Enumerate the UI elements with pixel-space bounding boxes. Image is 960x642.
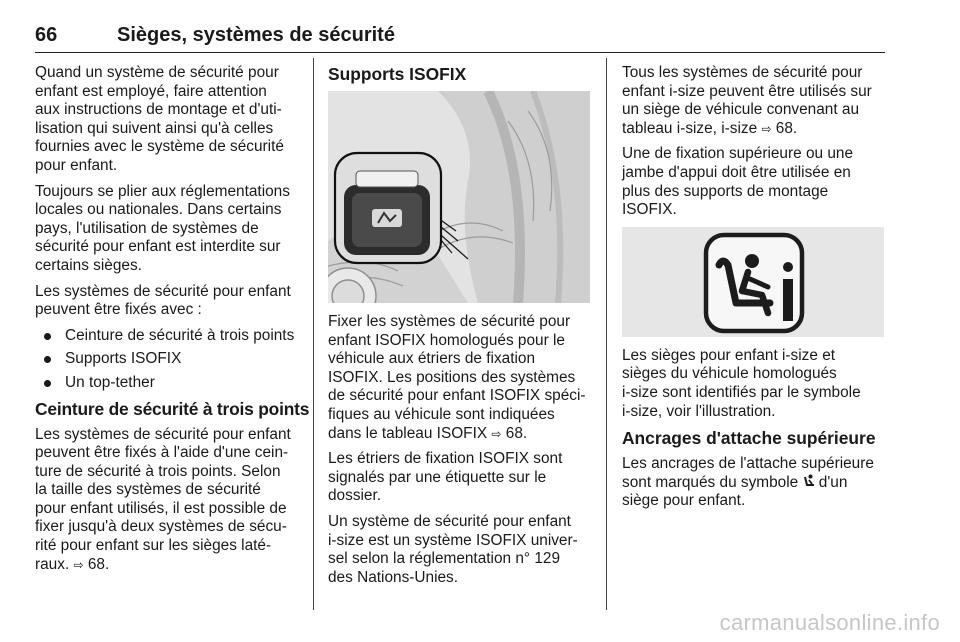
column-divider xyxy=(606,58,607,610)
bullet-list xyxy=(35,327,300,393)
section-heading: Supports ISOFIX xyxy=(328,64,467,84)
paragraph: Un système de sécurité pour enfant i-size est un système ISOFIX univer- sel selon la réglementation n° 129 des Nations-Unies. xyxy=(328,512,578,586)
i-size-symbol-illustration xyxy=(622,227,884,337)
page-reference[interactable]: 68. xyxy=(505,424,528,442)
paragraph xyxy=(622,64,887,138)
page-header xyxy=(35,22,885,53)
page-reference-arrow-icon[interactable]: ⇨ xyxy=(491,426,502,441)
page-number: 66 xyxy=(35,24,58,46)
page-reference[interactable]: 68. xyxy=(775,119,798,137)
page-reference[interactable]: 68. xyxy=(87,555,110,573)
watermark: carmanualsonline.info xyxy=(719,610,940,635)
paragraph xyxy=(328,313,593,443)
paragraph: Toujours se plier aux réglementations locales ou nationales. Dans certains pays, l'utilisation de systèmes de sécurité pour enfant est interdite sur certains sièges. xyxy=(35,182,290,274)
paragraph-text: Tous les systèmes de sécurité pour enfant i-size peuvent être utilisés sur un siège de véhicule convenant au tableau i-size, i-size xyxy=(622,64,872,137)
section-heading: Ceinture de sécurité à trois points xyxy=(35,398,310,419)
paragraph-text: Les ancrages de l'attache supérieure sont marqués du symbole xyxy=(622,455,874,491)
paragraph: Une de fixation supérieure ou une jambe d'appui doit être utilisée en plus des supports de montage ISOFIX. xyxy=(622,145,854,219)
column-1 xyxy=(35,64,310,581)
column-2 xyxy=(328,64,593,594)
page-title: Sièges, systèmes de sécurité xyxy=(117,24,395,46)
paragraph-text: Fixer les systèmes de sécurité pour enfant ISOFIX homologués pour le véhicule aux étriers de fixation ISOFIX. Les positions des systèmes de sécurité pour enfant ISOFIX spéci- fiques au véhicule sont indiquées dans le tableau ISOFIX xyxy=(328,313,586,442)
section-heading: Ancrages d'attache supérieure xyxy=(622,428,876,449)
list-item: Supports ISOFIX xyxy=(35,350,300,369)
page-reference-arrow-icon[interactable]: ⇨ xyxy=(761,121,772,136)
paragraph xyxy=(622,455,887,511)
page-reference-arrow-icon[interactable]: ⇨ xyxy=(73,557,84,572)
paragraph: Les systèmes de sécurité pour enfant peuvent être fixés avec : xyxy=(35,282,291,319)
paragraph: Les sièges pour enfant i-size et sièges du véhicule homologués i-size sont identifiés par le symbole i-size, voir l'illustration. xyxy=(622,346,861,420)
column-3 xyxy=(622,64,887,518)
top-tether-symbol-icon xyxy=(803,474,815,491)
list-item: Ceinture de sécurité à trois points xyxy=(35,327,300,346)
list-item: Un top-tether xyxy=(35,374,300,393)
paragraph xyxy=(35,426,300,575)
paragraph-text: d'un siège pour enfant. xyxy=(622,473,848,510)
paragraph-text: Les systèmes de sécurité pour enfant peuvent être fixés à l'aide d'une cein- ture de sécurité à trois points. Selon la taille des systèmes de sécurité pour enfant utilisés, il est possible de fixer jusqu'à deux systèmes de sécu- rité pour enfant sur les sièges laté- raux. xyxy=(35,425,291,573)
paragraph: Les étriers de fixation ISOFIX sont signalés par une étiquette sur le dossier. xyxy=(328,450,563,505)
paragraph: Quand un système de sécurité pour enfant est employé, faire attention aux instructions de montage et d'uti- lisation qui suivent ainsi qu'à celles fournies avec le système de sécurité pour enfant. xyxy=(35,64,284,174)
column-divider xyxy=(313,58,314,610)
isofix-seat-illustration xyxy=(328,91,590,303)
